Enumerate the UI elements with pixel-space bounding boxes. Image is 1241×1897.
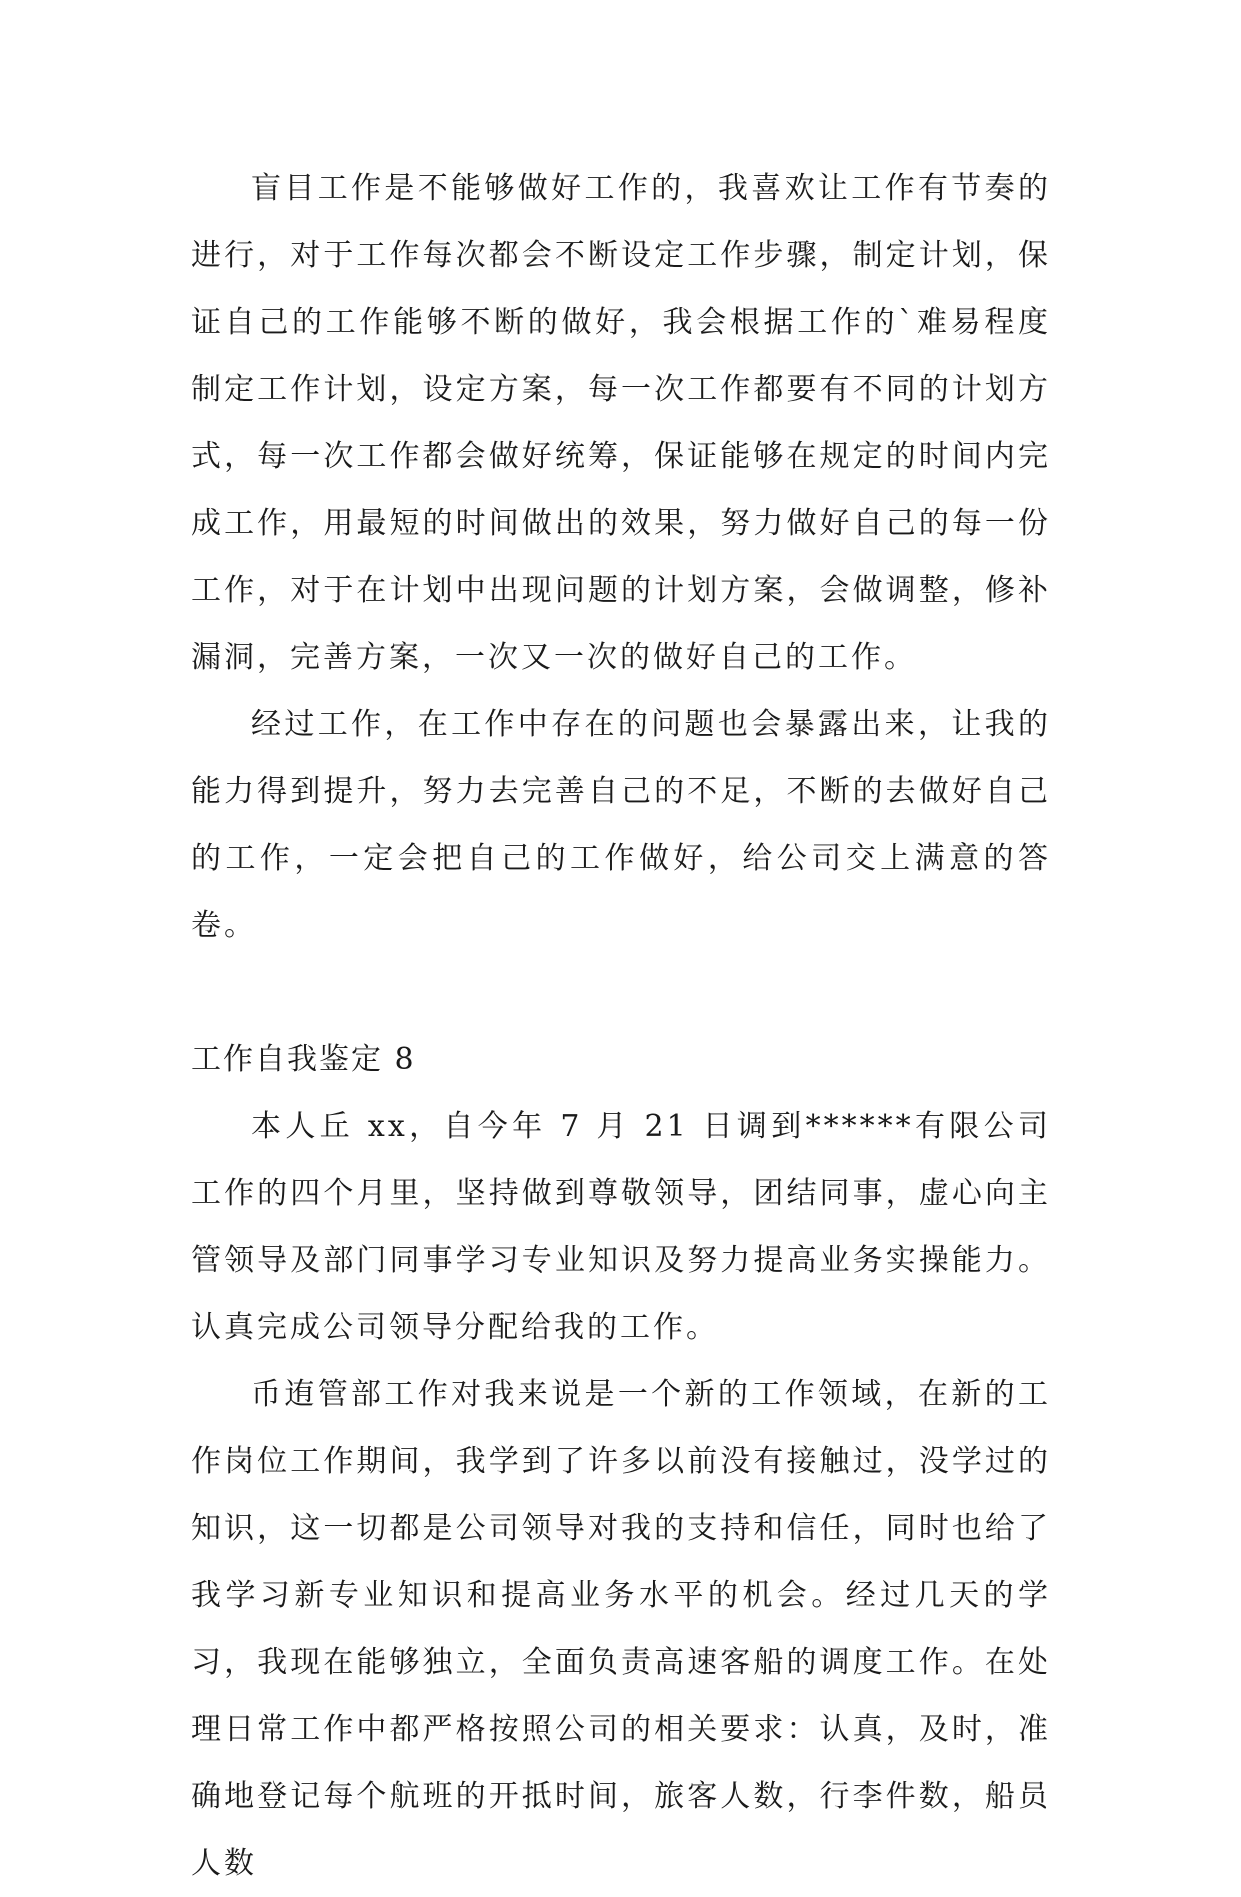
paragraph-introduction: 本人丘 xx，自今年 7 月 21 日调到******有限公司工作的四个月里，坚持做到尊敬领导，团结同事，虚心向主管领导及部门同事学习专业知识及努力提高业务实操能力。认真完成公司领导分配给我的工作。 <box>191 1109 1051 1345</box>
paragraph-improvement: 经过工作，在工作中存在的问题也会暴露出来，让我的能力得到提升，努力去完善自己的不足，不断的去做好自己的工作，一定会把自己的工作做好，给公司交上满意的答卷。 <box>191 707 1051 943</box>
section-heading: 工作自我鉴定 8 <box>191 1042 416 1077</box>
paragraph-work-planning: 盲目工作是不能够做好工作的，我喜欢让工作有节奏的进行，对于工作每次都会不断设定工作步骤，制定计划，保证自己的工作能够不断的做好，我会根据工作的`难易程度制定工作计划，设定方案，每一次工作都要有不同的计划方式，每一次工作都会做好统筹，保证能够在规定的时间内完成工作，用最短的时间做出的效果，努力做好自己的每一份工作，对于在计划中出现问题的计划方案，会做调整，修补漏洞，完善方案，一次又一次的做好自己的工作。 <box>191 171 1051 675</box>
document-body <box>191 155 1051 1897</box>
paragraph-dispatch-work: 币迶管部工作对我来说是一个新的工作领域，在新的工作岗位工作期间，我学到了许多以前没有接触过，没学过的知识，这一切都是公司领导对我的支持和信任，同时也给了我学习新专业知识和提高业务水平的机会。经过几天的学习，我现在能够独立，全面负责高速客船的调度工作。在处理日常工作中都严格按照公司的相关要求：认真，及时，准确地登记每个航班的开抵时间，旅客人数，行李件数，船员人数 <box>191 1377 1051 1881</box>
